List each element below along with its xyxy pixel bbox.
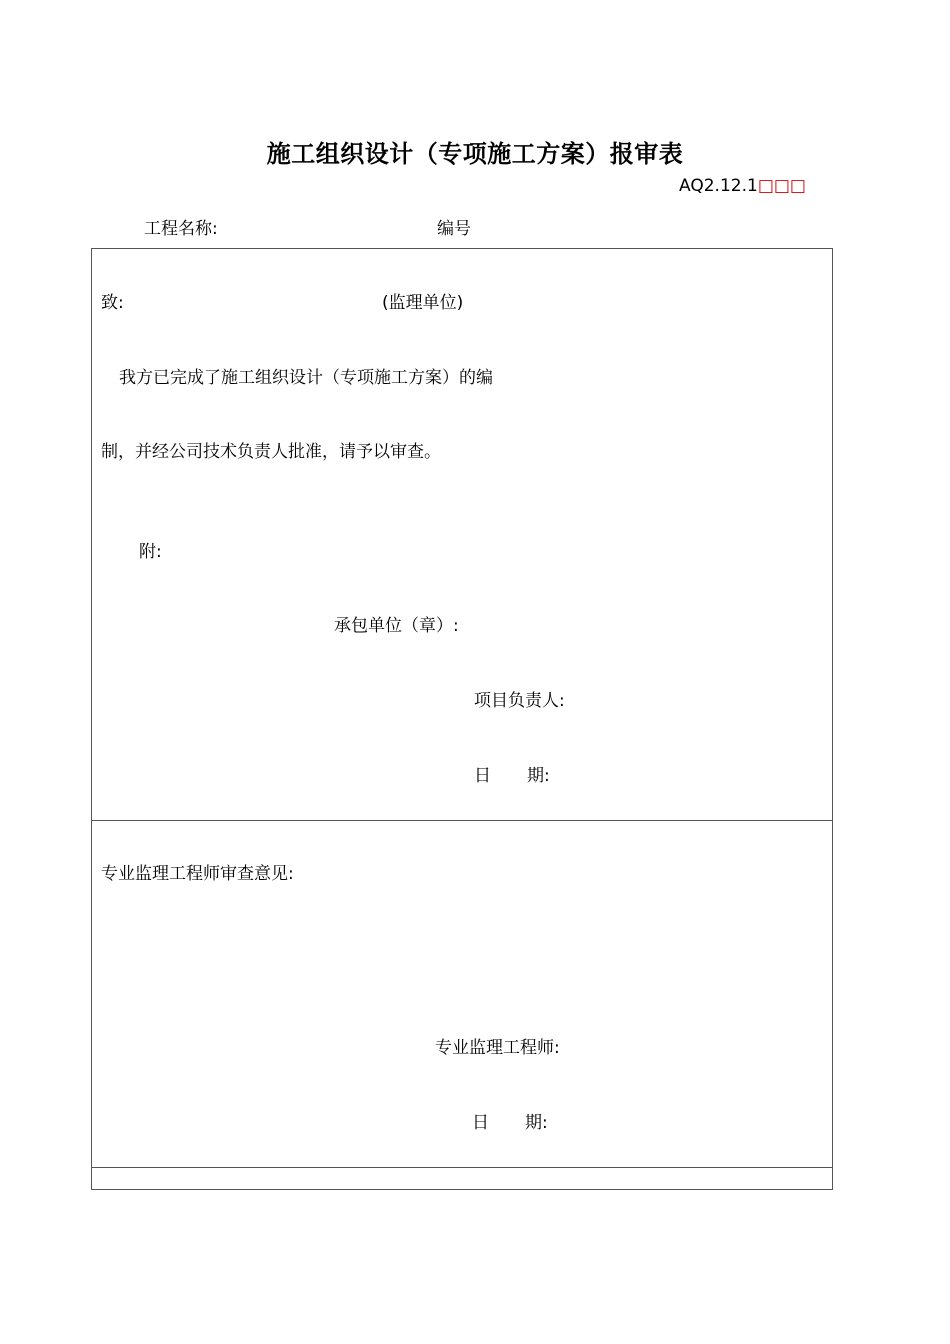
date-label-day: 日 [474, 766, 491, 786]
body-line-1: 我方已完成了施工组织设计（专项施工方案）的编 [119, 368, 493, 388]
page-title: 施工组织设计（专项施工方案）报审表 [266, 140, 684, 168]
bottom-divider [92, 1167, 832, 1168]
to-label: 致: [101, 293, 124, 313]
date-label-period: 期: [527, 766, 550, 786]
review-opinion-label: 专业监理工程师审查意见: [101, 864, 294, 884]
form-code-number: AQ2.12.1 [679, 176, 758, 196]
body-line-2: 制，并经公司技术负责人批准，请予以审查。 [101, 442, 441, 462]
form-table [91, 248, 833, 1190]
supervising-engineer-label: 专业监理工程师: [435, 1038, 560, 1058]
project-manager-label: 项目负责人: [474, 691, 565, 711]
project-name-label: 工程名称: [144, 219, 218, 239]
attachment-label: 附: [139, 542, 162, 562]
contractor-seal-label: 承包单位（章）: [334, 616, 459, 636]
supervisor-unit-label: (监理单位) [382, 293, 464, 313]
form-code [679, 176, 806, 196]
engineer-date-label-day: 日 [472, 1113, 489, 1133]
section-divider [92, 820, 832, 821]
engineer-date-label-period: 期: [525, 1113, 548, 1133]
form-code-suffix: □□□ [757, 176, 806, 196]
number-label: 编号 [437, 219, 471, 239]
